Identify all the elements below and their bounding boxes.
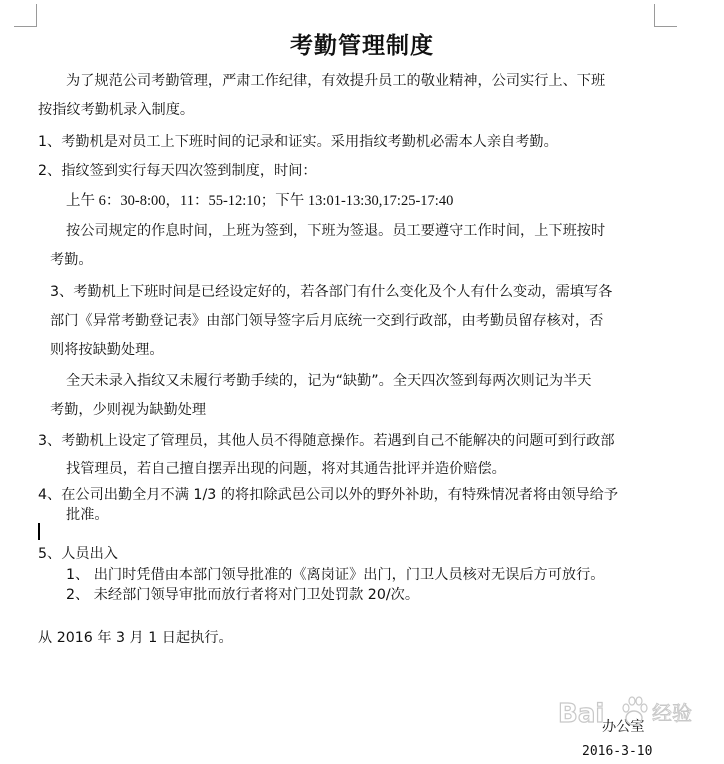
item-3a-line-3: 则将按缺勤处理。 (50, 342, 164, 358)
item-3b-line-1: 3、考勤机上设定了管理员，其他人员不得随意操作。若遇到自己不能解决的问题可到行政部 (38, 433, 615, 449)
baidu-jingyan-watermark (556, 690, 706, 734)
rule-paragraph-line-2: 考勤。 (50, 252, 93, 268)
item-5-sub-1: 1、 出门时凭借由本部门领导批准的《离岗证》出门，门卫人员核对无误后方可放行。 (66, 567, 605, 583)
item-3a-line-1: 3、考勤机上下班时间是已经设定好的，若各部门有什么变化及个人有什么变动，需填写各 (50, 284, 613, 300)
absence-paragraph-line-1: 全天未录入指纹又未履行考勤手续的，记为“缺勤”。全天四次签到每两次则记为半天 (66, 373, 592, 389)
top-left-crop-mark (14, 4, 37, 27)
baidu-paw-icon (623, 697, 647, 725)
item-3b-line-2: 找管理员，若自己擅自摆弄出现的问题，将对其通告批评并造价赔偿。 (66, 461, 506, 477)
item-3a-line-2: 部门《异常考勤登记表》由部门领导签字后月底统一交到行政部，由考勤员留存核对，否 (50, 313, 604, 329)
item-5-sub-2: 2、 未经部门领导审批而放行者将对门卫处罚款 20/次。 (66, 587, 420, 603)
text-cursor[interactable] (38, 523, 40, 540)
signature-office: 办公室 (602, 719, 645, 735)
watermark-suffix: 经验 (652, 701, 692, 725)
watermark-text: Bai (558, 699, 605, 729)
item-1: 1、考勤机是对员工上下班时间的记录和证实。采用指纹考勤机必需本人亲自考勤。 (38, 134, 558, 150)
sign-in-times: 上午 6：30-8:00，11：55-12:10；下午 13:01-13:30,17:25-17:40 (66, 193, 454, 209)
effective-date-statement: 从 2016 年 3 月 1 日起执行。 (38, 630, 233, 646)
item-2: 2、指纹签到实行每天四次签到制度，时间： (38, 163, 317, 179)
document-title: 考勤管理制度 (290, 33, 434, 59)
item-4-line-1: 4、在公司出勤全月不满 1/3 的将扣除武邑公司以外的野外补助，有特殊情况者将由领导给予 (38, 487, 619, 503)
intro-paragraph-line-1: 为了规范公司考勤管理，严肃工作纪律，有效提升员工的敬业精神，公司实行上、下班 (66, 73, 606, 89)
item-4-line-2: 批准。 (66, 507, 109, 523)
item-5: 5、人员出入 (38, 546, 118, 562)
signature-date: 2016-3-10 (582, 744, 653, 759)
rule-paragraph-line-1: 按公司规定的作息时间，上班为签到，下班为签退。员工要遵守工作时间，上下班按时 (66, 223, 606, 239)
intro-paragraph-line-2: 按指纹考勤机录入制度。 (38, 102, 195, 118)
absence-paragraph-line-2: 考勤，少则视为缺勤处理 (50, 402, 207, 418)
top-right-crop-mark (654, 4, 677, 27)
